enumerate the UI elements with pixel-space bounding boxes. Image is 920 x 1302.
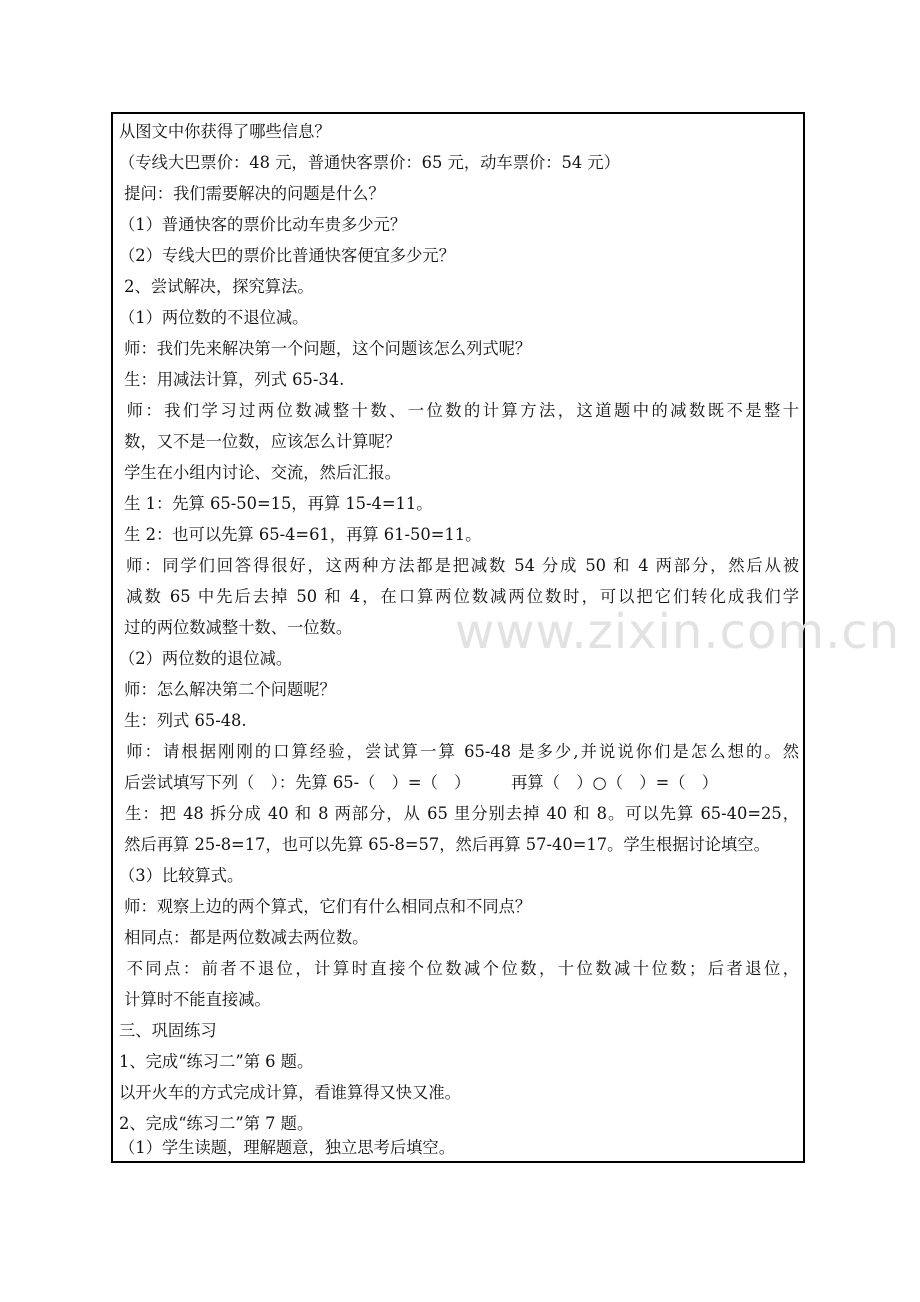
text-line: （2）两位数的退位减。 xyxy=(119,649,293,668)
text-line: 生 1：先算 65-50=15，再算 15-4=11。 xyxy=(119,494,433,513)
text-line: （1）普通快客的票价比动车贵多少元？ xyxy=(119,215,407,234)
text-line: 2、完成“练习二”第 7 题。 xyxy=(119,1114,314,1133)
text-line: 师：请根据刚刚的口算经验，尝试算一算 65-48 是多少,并说说你们是怎么想的。然 xyxy=(119,742,799,761)
text-line: 减数 65 中先后去掉 50 和 4，在口算两位数减两位数时，可以把它们转化成我们学 xyxy=(119,587,799,606)
lesson-plan-table-cell xyxy=(111,112,805,1163)
text-line: （1）两位数的不退位减。 xyxy=(119,308,309,327)
text-line: （专线大巴票价：48 元，普通快客票价：65 元，动车票价：54 元） xyxy=(119,153,620,172)
text-line: 2、尝试解决，探究算法。 xyxy=(119,277,314,296)
text-line: 生：把 48 拆分成 40 和 8 两部分，从 65 里分别去掉 40 和 8。可以先算 65-40=25， xyxy=(119,804,799,823)
text-line: 然后再算 25-8=17，也可以先算 65-8=57，然后再算 57-40=17。学生根据讨论填空。 xyxy=(119,835,770,854)
text-line: （1）学生读题，理解题意，独立思考后填空。 xyxy=(119,1138,455,1157)
text-line: 师：观察上边的两个算式，它们有什么相同点和不同点？ xyxy=(119,897,532,916)
text-line: 从图文中你获得了哪些信息？ xyxy=(119,122,331,141)
text-line: 1、完成“练习二”第 6 题。 xyxy=(119,1052,314,1071)
text-line: 提问：我们需要解决的问题是什么？ xyxy=(119,184,385,203)
text-line: 师：我们先来解决第一个问题，这个问题该怎么列式呢？ xyxy=(119,339,532,358)
text-line: 数，又不是一位数，应该怎么计算呢？ xyxy=(119,432,401,451)
text-line: （2）专线大巴的票价比普通快客便宜多少元？ xyxy=(119,246,455,265)
text-line: 学生在小组内讨论、交流，然后汇报。 xyxy=(119,463,401,482)
text-line: 师：同学们回答得很好，这两种方法都是把减数 54 分成 50 和 4 两部分，然后从被 xyxy=(119,556,799,575)
text-line: 后尝试填写下列（ ）：先算 65-（ ）=（ ） 再算（ ）○（ ）=（ ） xyxy=(119,773,719,792)
watermark: www.zixin.com.cn xyxy=(455,604,901,660)
text-line: 生：用减法计算，列式 65-34. xyxy=(119,370,345,389)
text-line: 不同点：前者不退位，计算时直接个位数减个位数，十位数减十位数；后者退位， xyxy=(119,959,799,978)
text-line: 过的两位数减整十数、一位数。 xyxy=(119,618,353,637)
text-line: 生 2：也可以先算 65-4=61，再算 61-50=11。 xyxy=(119,525,482,544)
text-line: 生：列式 65-48. xyxy=(119,711,247,730)
text-line: 以开火车的方式完成计算，看谁算得又快又准。 xyxy=(119,1083,461,1102)
text-line: 计算时不能直接减。 xyxy=(119,990,271,1009)
section-heading: 三、巩固练习 xyxy=(119,1021,217,1040)
text-line: 相同点：都是两位数减去两位数。 xyxy=(119,928,369,947)
text-line: （3）比较算式。 xyxy=(119,866,244,885)
text-line: 师：怎么解决第二个问题呢？ xyxy=(119,680,336,699)
text-line: 师：我们学习过两位数减整十数、一位数的计算方法，这道题中的减数既不是整十 xyxy=(119,401,799,420)
